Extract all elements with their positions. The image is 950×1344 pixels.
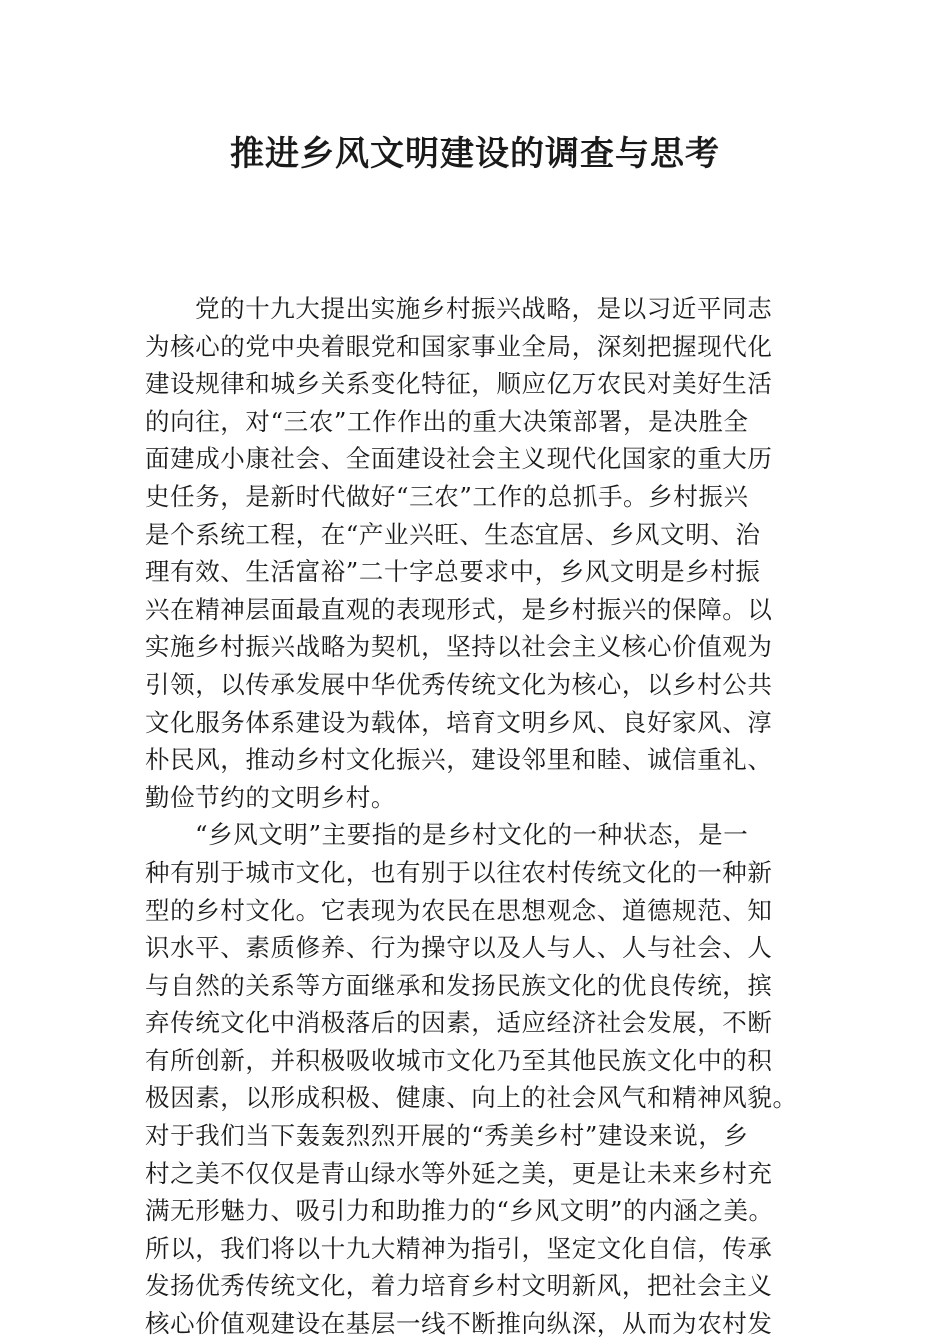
document-body [145,290,805,1343]
paragraph-2-line-2: 种有别于城市文化，也有别于以往农村传统文化的一种新 [145,857,773,887]
paragraph-1-line-1: 党的十九大提出实施乡村振兴战略，是以习近平同志 [195,294,773,323]
paragraph-1-line-2: 为核心的党中央着眼党和国家事业全局，深刻把握现代化 [145,331,773,361]
paragraph-2-line-9: 对于我们当下轰轰烈烈开展的“秀美乡村”建设来说，乡 [145,1121,749,1151]
paragraph-1-line-8: 理有效、生活富裕”二十字总要求中，乡风文明是乡村振 [145,557,761,587]
paragraph-2-line-14: 核心价值观建设在基层一线不断推向纵深，从而为农村发 [145,1309,773,1339]
paragraph-2-line-10: 村之美不仅仅是青山绿水等外延之美，更是让未来乡村充 [145,1158,773,1188]
paragraph-1-line-11: 引领，以传承发展中华优秀传统文化为核心，以乡村公共 [145,669,773,699]
paragraph-2-line-8: 极因素，以形成积极、健康、向上的社会风气和精神风貌。 [145,1083,798,1113]
paragraph-1-line-5: 面建成小康社会、全面建设社会主义现代化国家的重大历 [145,444,773,474]
paragraph-2-line-4: 识水平、素质修养、行为操守以及人与人、人与社会、人 [145,933,773,963]
paragraph-1-line-9: 兴在精神层面最直观的表现形式，是乡村振兴的保障。以 [145,594,773,624]
document-title: 推进乡风文明建设的调查与思考 [230,134,720,174]
paragraph-2-line-11: 满无形魅力、吸引力和助推力的“乡风文明”的内涵之美。 [145,1196,774,1226]
paragraph-2-line-7: 有所创新，并积极吸收城市文化乃至其他民族文化中的积 [145,1045,773,1075]
paragraph-1-line-7: 是个系统工程，在“产业兴旺、生态宜居、乡风文明、治 [145,519,761,549]
paragraph-2-line-3: 型的乡村文化。它表现为农民在思想观念、道德规范、知 [145,895,773,925]
paragraph-2-line-13: 发扬优秀传统文化，着力培育乡村文明新风，把社会主义 [145,1271,773,1301]
paragraph-1-line-6: 史任务，是新时代做好“三农”工作的总抓手。乡村振兴 [145,481,749,511]
paragraph-1-line-4: 的向往，对“三农”工作作出的重大决策部署，是决胜全 [145,406,749,436]
paragraph-2-line-6: 弃传统文化中消极落后的因素，适应经济社会发展，不断 [145,1008,773,1038]
paragraph-1-line-3: 建设规律和城乡关系变化特征，顺应亿万农民对美好生活 [145,369,773,399]
paragraph-1-line-14: 勤俭节约的文明乡村。 [145,782,396,812]
paragraph-1-line-10: 实施乡村振兴战略为契机，坚持以社会主义核心价值观为 [145,632,773,662]
paragraph-2-line-12: 所以，我们将以十九大精神为指引，坚定文化自信，传承 [145,1233,773,1263]
paragraph-1-line-12: 文化服务体系建设为载体，培育文明乡风、良好家风、淳 [145,707,773,737]
paragraph-2-line-5: 与自然的关系等方面继承和发扬民族文化的优良传统，摈 [145,970,773,1000]
paragraph-2-line-1: “乡风文明”主要指的是乡村文化的一种状态，是一 [195,820,749,850]
paragraph-1-line-13: 朴民风，推动乡村文化振兴，建设邻里和睦、诚信重礼、 [145,745,773,775]
